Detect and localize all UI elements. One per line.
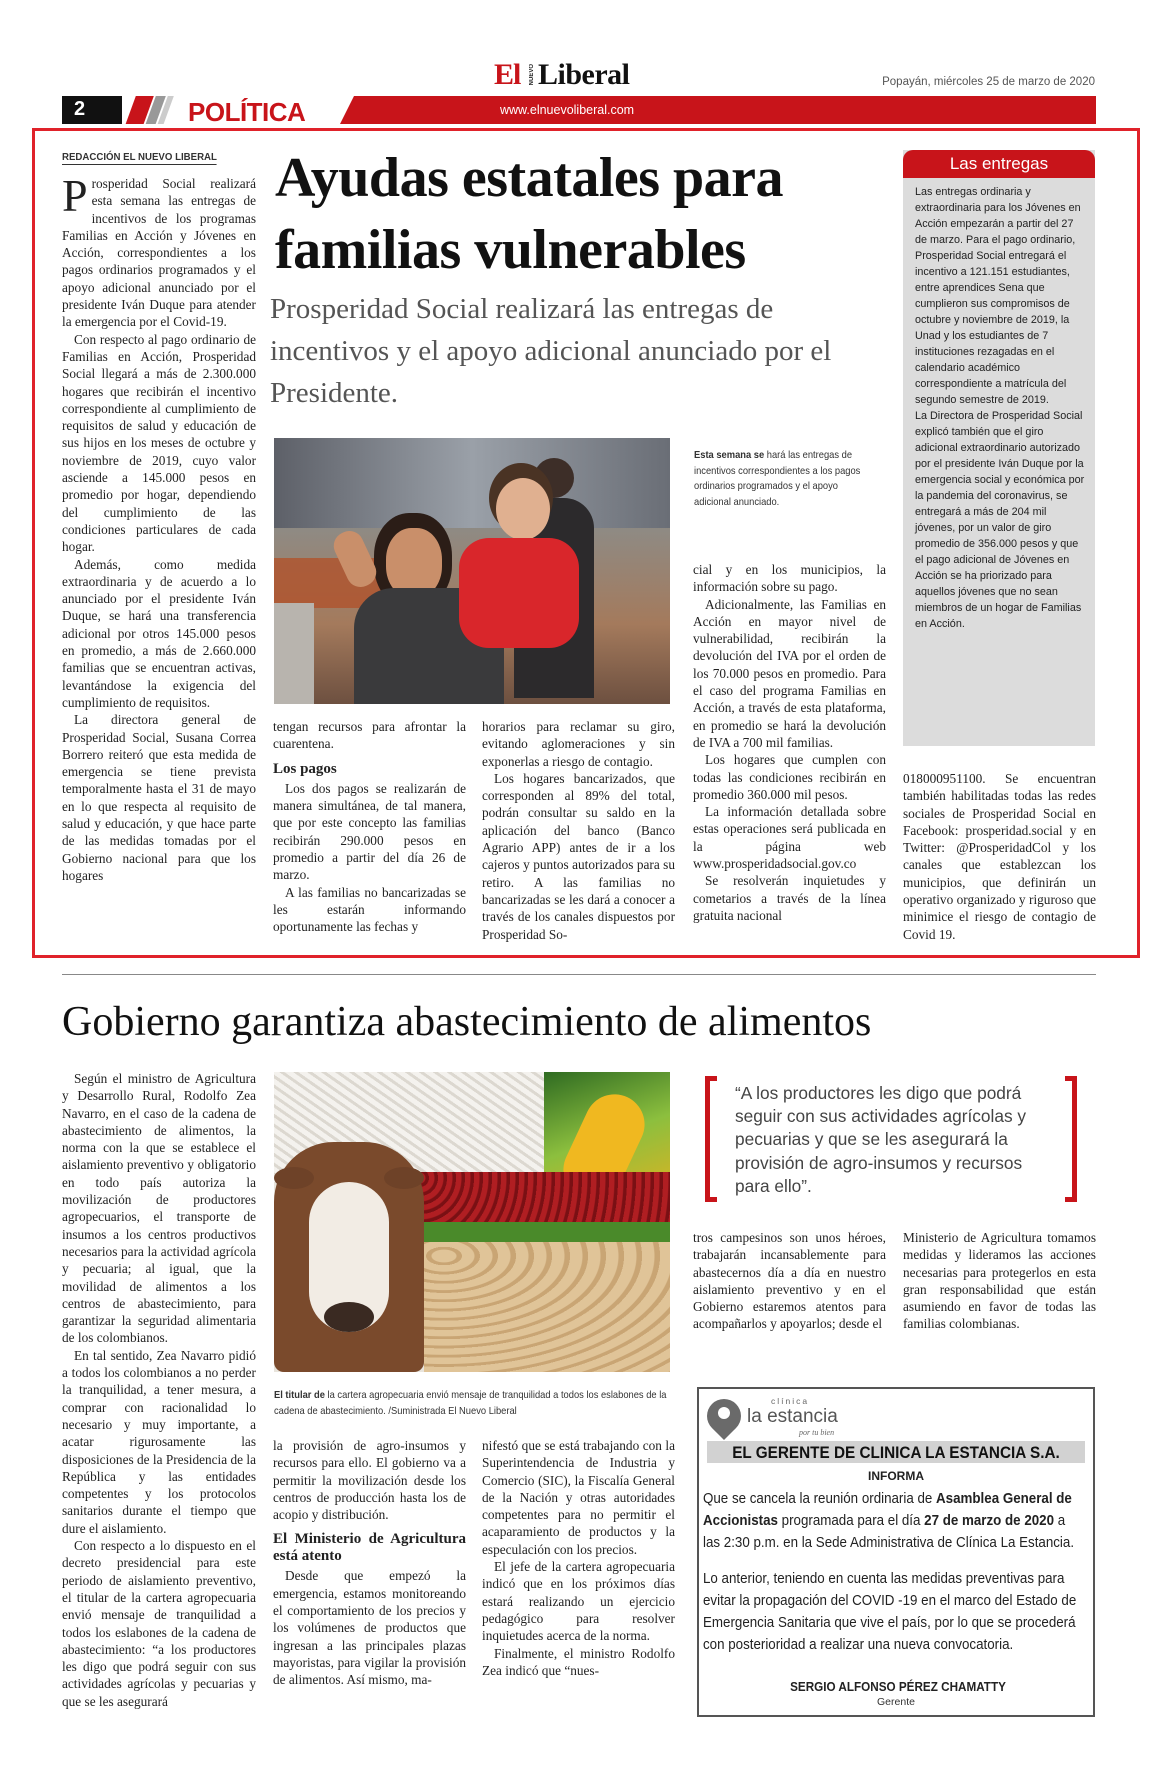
website-link[interactable]: www.elnuevoliberal.com bbox=[500, 103, 635, 117]
dateline: Popayán, miércoles 25 de marzo de 2020 bbox=[882, 76, 1095, 88]
article1-column-2 bbox=[273, 718, 466, 936]
caption-text: hará las entregas de incentivos correspondientes a los pagos ordinarios programados y el apoyo adicional anunciado. bbox=[694, 450, 861, 508]
ad-role: Gerente bbox=[877, 1696, 915, 1708]
paragraph: rosperidad Social realizará esta semana las entregas de incentivos de los programas Familias en Acción y Jóvenes en Acción, correspondientes a los pagos ordinarios programados y el apoyo adicional anunciado por el presidente Iván Duque para atender la emergencia por el Covid-19. bbox=[62, 176, 256, 330]
caption-lead: El titular de bbox=[274, 1390, 325, 1401]
paragraph: Los hogares que cumplen con todas las condiciones recibirán en promedio 360.000 mil pesos. bbox=[693, 752, 886, 802]
sidebar-box bbox=[903, 150, 1095, 746]
article1-column-3 bbox=[482, 718, 675, 943]
headline-line-2: familias vulnerables bbox=[275, 219, 746, 281]
paragraph: horarios para reclamar su giro, evitando aglomeraciones y sin exponerlas a riesgo de contagio. bbox=[482, 719, 675, 769]
paragraph: Ministerio de Agricultura tomamos medidas y lideramos las acciones necesarias para protegerlos en esta gran responsabilidad que están asumiendo en favor de todas las familias colombianas. bbox=[903, 1230, 1096, 1332]
paragraph: Desde que empezó la emergencia, estamos monitoreando el comportamiento de los precios y los volúmenes de productos que ingresan a las principales plazas mayoristas, para vigilar la provisión de alimentos. Así mismo, ma- bbox=[273, 1568, 466, 1688]
agriculture-photo bbox=[274, 1072, 670, 1372]
article2-column-1 bbox=[62, 1070, 256, 1710]
sidebar-paragraph: Las entregas ordinaria y extraordinaria para los Jóvenes en Acción empezarán a partir del 27 de marzo. Para el pago ordinario, Prosperidad Social entregará el incentivo a 121.151 estudiantes, entre aprendices Sena que cumplieron sus compromisos de octubre y noviembre de 2019, la Unad y los estudiantes de 7 instituciones rezagadas en el calendario académico correspondiente a matrícula del segundo semestre de 2019. bbox=[915, 186, 1081, 406]
masthead bbox=[0, 0, 1158, 130]
paragraph: Los hogares bancarizados, que corresponden al 89% del total, podrán consultar su saldo en la aplicación del banco (Banco Agrario APP) antes de ir a los cajeros y puntos autorizados para su retiro. A las familias no bancarizadas se les dará a conocer a través de los canales dispuestos por Prosperidad So- bbox=[482, 770, 675, 942]
ad-paragraph-1: Que se cancela la reunión ordinaria de Asamblea General de Accionistas programada para el día 27 de marzo de 2020 a las 2:30 p.m. en la Sede Administrativa de Clínica La Estancia. bbox=[703, 1490, 1075, 1551]
clinic-small: clínica bbox=[771, 1396, 810, 1406]
byline-text: REDACCIÓN EL NUEVO LIBERAL bbox=[62, 151, 217, 163]
caption-lead: Esta semana se bbox=[694, 450, 765, 461]
paragraph: Con respecto al pago ordinario de Familias en Acción, Prosperidad Social llegará a más de 2.300.000 hogares que recibirán el incentivo correspondiente al cumplimiento de requisitos de salud y educación de sus hijos en los meses de octubre y noviembre de 2019, cuyo valor asciende a 145.000 pesos en promedio por hogar, dependiendo del cumplimiento de las condiciones particulares de cada hogar. bbox=[62, 331, 256, 555]
paragraph: nifestó que se está trabajando con la Superintendencia de Industria y Comercio (SIC), la Fiscalía General de la Nación y otras autoridades competentes para no permitir el acaparamiento de productos y la especulación con los precios. bbox=[482, 1438, 675, 1557]
bracket-left bbox=[705, 1076, 717, 1202]
clinic-tagline: por tu bien bbox=[799, 1428, 835, 1437]
paragraph: 018000951100. Se encuentran también habilitadas todas las redes sociales de Prosperidad Social en Facebook: prosperidad.social y en Twitter: @ProsperidadCol y los canales que establezcan los municipios, que definirán un operativo organizado y riguroso que minimice el riesgo de contagio de Covid 19. bbox=[903, 771, 1096, 942]
caption-text: la cartera agropecuaria envió mensaje de tranquilidad a todos los eslabones de la cadena de abastecimiento. /Suministrada El Nuevo Liberal bbox=[274, 1390, 667, 1417]
section-divider bbox=[62, 974, 1096, 975]
photo-caption bbox=[694, 448, 874, 510]
ad-paragraph-2: Lo anterior, teniendo en cuenta las medidas preventivas para evitar la propagación del COVID -19 en el marco del Estado de Emergencia Sanitaria que vive el país, por lo que se procederá con posterioridad a realizar una nueva convocatoria. bbox=[703, 1570, 1077, 1653]
logo-liberal: Liberal bbox=[538, 58, 630, 91]
paragraph: la provisión de agro-insumos y recursos para ello. El gobierno va a permitir la movilización desde los centros de producción hasta los de acopio y distribución. bbox=[273, 1438, 466, 1523]
paragraph: Finalmente, el ministro Rodolfo Zea indicó que “nues- bbox=[482, 1645, 675, 1678]
ad-body bbox=[703, 1488, 1086, 1656]
clinic-notice-ad bbox=[697, 1387, 1095, 1717]
paragraph: En tal sentido, Zea Navarro pidió a todos los colombianos a no perder la tranquilidad, a tener mesura, a comprar con racionalidad lo necesario y muy importante, a acatar rigurosamente las disposiciones de la Presidencia de la República y las entidades competentes y los protocolos sanitarios durante el tiempo que dure el aislamiento. bbox=[62, 1347, 256, 1536]
sidebar-title: Las entregas bbox=[949, 154, 1049, 173]
red-bar bbox=[340, 96, 1096, 124]
subheadline: Prosperidad Social realizará las entregas de incentivos y el apoyo adicional anunciado por el Presidente. bbox=[270, 293, 832, 409]
article1-column-4 bbox=[693, 561, 886, 924]
paragraph: Adicionalmente, las Familias en Acción en mayor nivel de vulnerabilidad, recibirán la devolución del IVA por el orden de los 70.000 pesos en promedio. Para el caso del programa Familias en Acción, a través de esta plataforma, en promedio se hará la devolución de IVA a 700 mil familias. bbox=[693, 596, 886, 750]
paragraph: La directora general de Prosperidad Social, Susana Correa Borrero reiteró que esta medida de emergencia se tiene prevista temporalmente hasta el 31 de mayo en lo que respecta al requisito de salud y educación, y que hace parte de las medidas tomadas por el Gobierno nacional para que los hogares bbox=[62, 712, 256, 883]
paragraph: El jefe de la cartera agropecuaria indicó que en los próximos días estará realizando un ejercicio pedagógico para resolver inquietudes acerca de la norma. bbox=[482, 1559, 675, 1644]
drop-cap: P bbox=[62, 170, 88, 221]
sidebar-body bbox=[903, 178, 1095, 632]
article1-column-5 bbox=[903, 770, 1096, 943]
logo-el: El bbox=[494, 58, 521, 91]
paragraph: A las familias no bancarizadas se les estarán informando oportunamente las fechas y bbox=[273, 884, 466, 935]
ad-informa: INFORMA bbox=[868, 1469, 924, 1483]
article2-column-3 bbox=[482, 1437, 675, 1679]
article2-column-5 bbox=[903, 1229, 1096, 1333]
paragraph: tros campesinos son unos héroes, trabajarán incansablemente para abastecernos día a día en nuestro aislamiento preventivo y en el Gobierno estaremos atentos para acompañarlos y apoyarlos; desde el bbox=[693, 1230, 886, 1332]
page-number: 2 bbox=[74, 98, 86, 120]
paragraph: Con respecto a lo dispuesto en el decreto presidencial para este periodo de aislamiento preventivo, el titular de la cartera agropecuaria envió mensaje de tranquilidad a todos los eslabones de la cadena de abastecimiento: “a los productores les digo que podrá seguir con sus actividades agrícolas y pecuarias y que se les asegurará bbox=[62, 1538, 256, 1709]
paragraph: cial y en los municipios, la información sobre su pago. bbox=[693, 562, 886, 595]
headline bbox=[275, 142, 915, 286]
section-title[interactable]: POLÍTICA bbox=[188, 97, 306, 127]
section-bar bbox=[62, 96, 1096, 127]
article2-column-2 bbox=[273, 1437, 466, 1689]
subheading-ministerio: El Ministerio de Agricultura está atento bbox=[273, 1531, 466, 1565]
photo-caption-2 bbox=[274, 1388, 670, 1419]
family-photo bbox=[274, 438, 670, 704]
ad-signer: SERGIO ALFONSO PÉREZ CHAMATTY bbox=[790, 1679, 1006, 1694]
sidebar-title-bar bbox=[903, 150, 1095, 178]
quote-text: “A los productores les digo que podrá seguir con sus actividades agrícolas y pecuarias y que se les asegurará la provisión de agro-insumos y recursos para ello”. bbox=[735, 1083, 1027, 1196]
logo-nuevo: NUEVO bbox=[529, 64, 535, 86]
clinic-name: la estancia bbox=[747, 1406, 838, 1427]
paragraph: Se resolverán inquietudes y cometarios a través de la línea gratuita nacional bbox=[693, 873, 886, 923]
ad-heading: EL GERENTE DE CLINICA LA ESTANCIA S.A. bbox=[732, 1443, 1060, 1462]
byline bbox=[62, 147, 232, 165]
clinic-logo[interactable] bbox=[707, 1397, 867, 1439]
headline-line-1: Ayudas estatales para bbox=[275, 147, 784, 209]
article2-column-4 bbox=[693, 1229, 886, 1333]
sidebar-paragraph: La Directora de Prosperidad Social explicó también que el giro adicional extraordinario autorizado por el presidente Iván Duque por la emergencia social y económica por la pandemia del coronavirus, se entregará a más de 204 mil jóvenes, por un valor de giro promedio de 356.000 pesos y que el pago adicional de Jóvenes en Acción se ha priorizado para aquellos jóvenes que no sean miembros de un hogar de Familias en Acción. bbox=[915, 410, 1085, 630]
article2-headline: Gobierno garantiza abastecimiento de alimentos bbox=[62, 999, 872, 1045]
subheading-los-pagos: Los pagos bbox=[273, 760, 337, 777]
newspaper-logo[interactable] bbox=[494, 58, 664, 94]
paragraph: Además, como medida extraordinaria y de acuerdo a lo anunciado por el presidente Iván Duque, se hará una transferencia adicional por otros 145.000 pesos en promedio, a más de 2.660.000 familias que se encuentran activas, levantándose la exigencia del cumplimiento de requisitos. bbox=[62, 556, 256, 710]
pull-quote bbox=[705, 1076, 1077, 1202]
article1-column-1 bbox=[62, 170, 256, 884]
page-number-box bbox=[62, 96, 122, 124]
paragraph: Según el ministro de Agricultura y Desarrollo Rural, Rodolfo Zea Navarro, en el caso de la cadena de abastecimiento de alimentos, la norma con la que se establece el aislamiento preventivo y obligatorio en todo país autoriza la movilización de productores agropecuarios, el transporte de insumos a los centros productivos necesarios para la actividad agrícola y pecuaria; al igual, que la movilidad de alimentos a los centros de abastecimiento, para garantizar la seguridad alimentaria de los colombianos. bbox=[62, 1071, 256, 1346]
paragraph: tengan recursos para afrontar la cuarentena. bbox=[273, 719, 466, 752]
bracket-right bbox=[1065, 1076, 1077, 1202]
clinic-figure-icon bbox=[718, 1407, 730, 1419]
paragraph: La información detallada sobre estas operaciones será publicada en la página web www.prosperidadsocial.gov.co bbox=[693, 804, 886, 872]
paragraph: Los dos pagos se realizarán de manera simultánea, de tal manera, que por este concepto las familias recibirán 290.000 pesos en promedio a partir del día 26 de marzo. bbox=[273, 780, 466, 883]
